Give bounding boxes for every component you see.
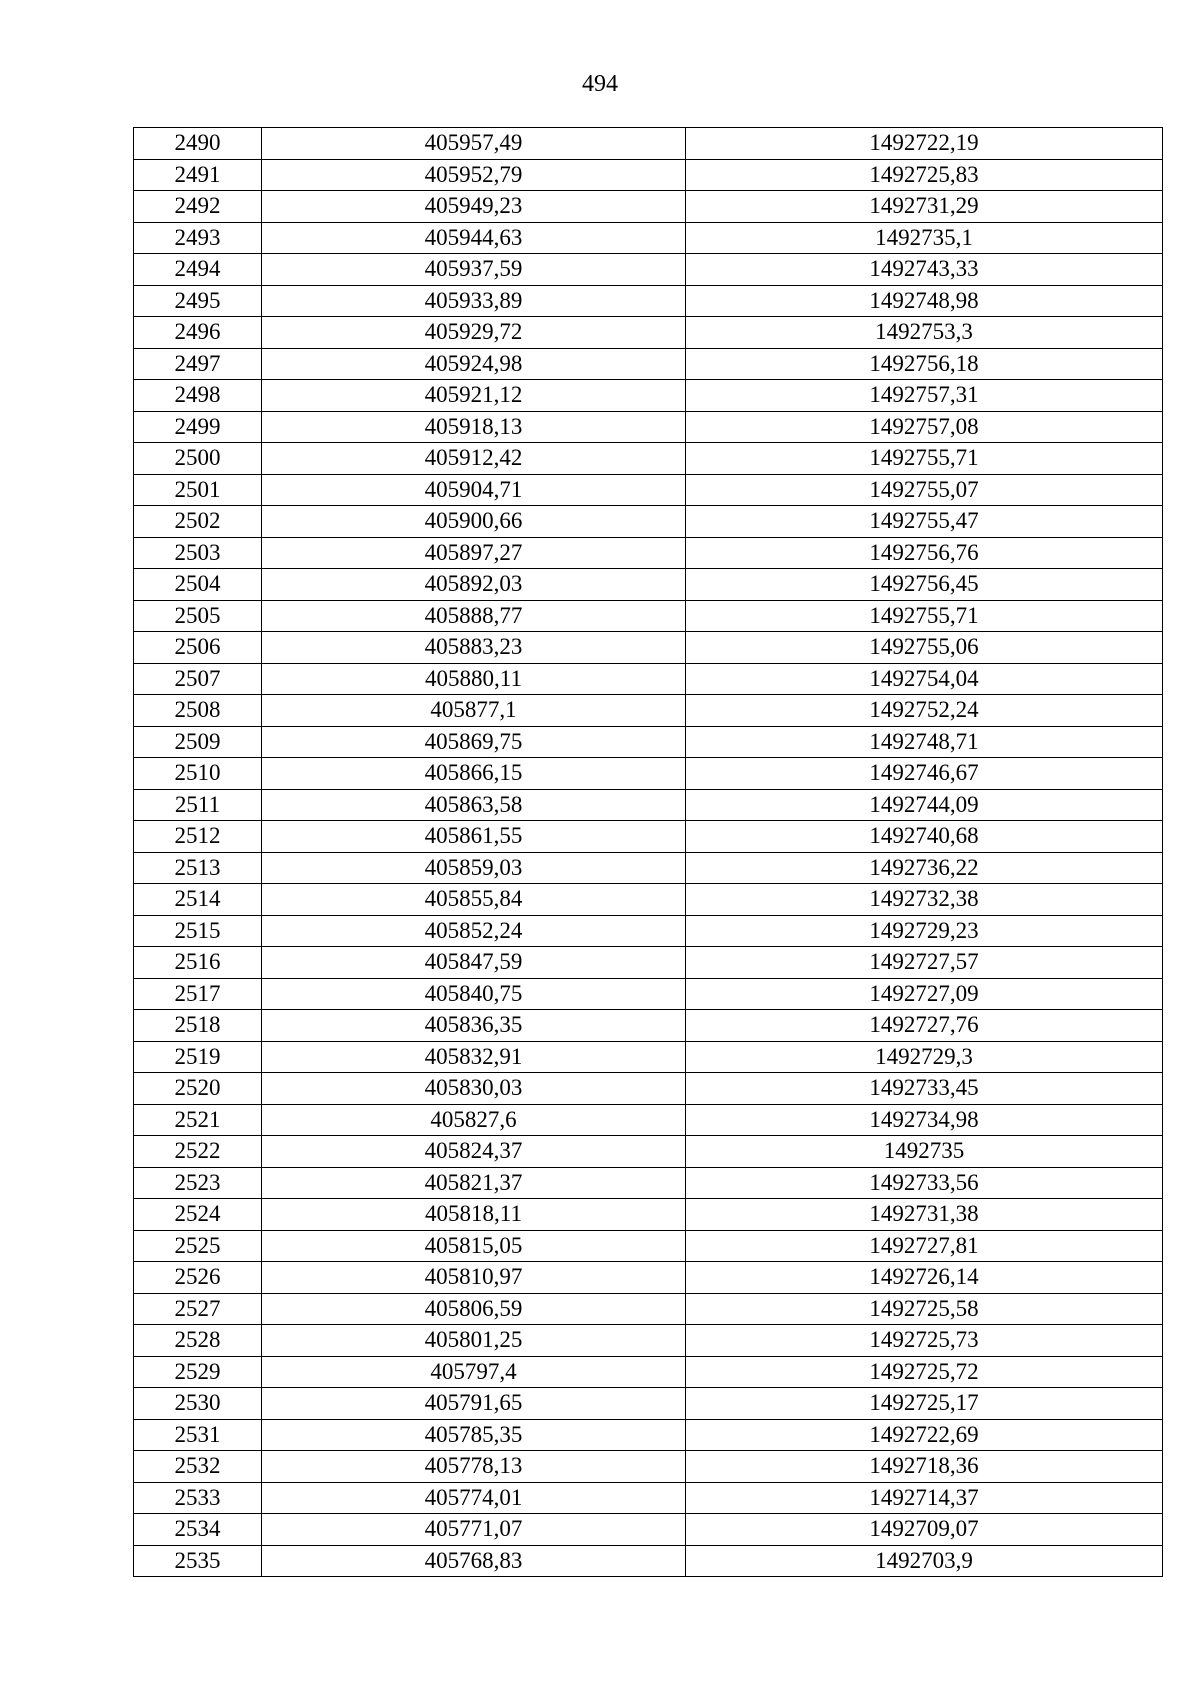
table-row <box>134 947 1163 979</box>
point-number-cell: 2532 <box>134 1451 262 1483</box>
x-coordinate-cell: 405900,66 <box>262 506 686 538</box>
point-number-cell: 2521 <box>134 1104 262 1136</box>
table-row <box>134 821 1163 853</box>
table-row <box>134 537 1163 569</box>
point-number-cell: 2504 <box>134 569 262 601</box>
table-row <box>134 285 1163 317</box>
y-coordinate-cell: 1492748,71 <box>686 726 1163 758</box>
y-coordinate-cell: 1492744,09 <box>686 789 1163 821</box>
table-row <box>134 726 1163 758</box>
point-number-cell: 2493 <box>134 222 262 254</box>
x-coordinate-cell: 405821,37 <box>262 1167 686 1199</box>
y-coordinate-cell: 1492725,17 <box>686 1388 1163 1420</box>
y-coordinate-cell: 1492755,07 <box>686 474 1163 506</box>
table-row <box>134 1262 1163 1294</box>
y-coordinate-cell: 1492727,76 <box>686 1010 1163 1042</box>
x-coordinate-cell: 405912,42 <box>262 443 686 475</box>
x-coordinate-cell: 405892,03 <box>262 569 686 601</box>
table-row <box>134 663 1163 695</box>
x-coordinate-cell: 405855,84 <box>262 884 686 916</box>
y-coordinate-cell: 1492725,72 <box>686 1356 1163 1388</box>
table-row <box>134 758 1163 790</box>
table-row <box>134 1482 1163 1514</box>
y-coordinate-cell: 1492703,9 <box>686 1545 1163 1577</box>
y-coordinate-cell: 1492740,68 <box>686 821 1163 853</box>
point-number-cell: 2498 <box>134 380 262 412</box>
table-row <box>134 506 1163 538</box>
table-row <box>134 978 1163 1010</box>
point-number-cell: 2520 <box>134 1073 262 1105</box>
table-row <box>134 1388 1163 1420</box>
table-row <box>134 789 1163 821</box>
table-row <box>134 128 1163 160</box>
table-row <box>134 1325 1163 1357</box>
point-number-cell: 2511 <box>134 789 262 821</box>
y-coordinate-cell: 1492743,33 <box>686 254 1163 286</box>
x-coordinate-cell: 405952,79 <box>262 159 686 191</box>
point-number-cell: 2519 <box>134 1041 262 1073</box>
table-row <box>134 1451 1163 1483</box>
y-coordinate-cell: 1492752,24 <box>686 695 1163 727</box>
table-row <box>134 1136 1163 1168</box>
point-number-cell: 2503 <box>134 537 262 569</box>
x-coordinate-cell: 405818,11 <box>262 1199 686 1231</box>
y-coordinate-cell: 1492755,71 <box>686 443 1163 475</box>
point-number-cell: 2517 <box>134 978 262 1010</box>
table-row <box>134 1419 1163 1451</box>
x-coordinate-cell: 405801,25 <box>262 1325 686 1357</box>
point-number-cell: 2518 <box>134 1010 262 1042</box>
x-coordinate-cell: 405847,59 <box>262 947 686 979</box>
point-number-cell: 2534 <box>134 1514 262 1546</box>
x-coordinate-cell: 405921,12 <box>262 380 686 412</box>
point-number-cell: 2496 <box>134 317 262 349</box>
x-coordinate-cell: 405957,49 <box>262 128 686 160</box>
coordinates-table <box>133 127 1163 1577</box>
x-coordinate-cell: 405880,11 <box>262 663 686 695</box>
table-row <box>134 1167 1163 1199</box>
x-coordinate-cell: 405815,05 <box>262 1230 686 1262</box>
x-coordinate-cell: 405797,4 <box>262 1356 686 1388</box>
x-coordinate-cell: 405774,01 <box>262 1482 686 1514</box>
table-row <box>134 1230 1163 1262</box>
y-coordinate-cell: 1492755,06 <box>686 632 1163 664</box>
x-coordinate-cell: 405836,35 <box>262 1010 686 1042</box>
y-coordinate-cell: 1492727,57 <box>686 947 1163 979</box>
table-row <box>134 411 1163 443</box>
y-coordinate-cell: 1492727,81 <box>686 1230 1163 1262</box>
y-coordinate-cell: 1492729,23 <box>686 915 1163 947</box>
y-coordinate-cell: 1492733,45 <box>686 1073 1163 1105</box>
x-coordinate-cell: 405863,58 <box>262 789 686 821</box>
y-coordinate-cell: 1492725,58 <box>686 1293 1163 1325</box>
table-row <box>134 852 1163 884</box>
point-number-cell: 2509 <box>134 726 262 758</box>
table-row <box>134 632 1163 664</box>
table-row <box>134 1104 1163 1136</box>
table-row <box>134 317 1163 349</box>
y-coordinate-cell: 1492733,56 <box>686 1167 1163 1199</box>
table-row <box>134 380 1163 412</box>
point-number-cell: 2530 <box>134 1388 262 1420</box>
point-number-cell: 2507 <box>134 663 262 695</box>
point-number-cell: 2506 <box>134 632 262 664</box>
point-number-cell: 2529 <box>134 1356 262 1388</box>
y-coordinate-cell: 1492731,29 <box>686 191 1163 223</box>
x-coordinate-cell: 405918,13 <box>262 411 686 443</box>
point-number-cell: 2508 <box>134 695 262 727</box>
y-coordinate-cell: 1492725,83 <box>686 159 1163 191</box>
table-row <box>134 191 1163 223</box>
point-number-cell: 2491 <box>134 159 262 191</box>
x-coordinate-cell: 405840,75 <box>262 978 686 1010</box>
x-coordinate-cell: 405933,89 <box>262 285 686 317</box>
x-coordinate-cell: 405791,65 <box>262 1388 686 1420</box>
x-coordinate-cell: 405904,71 <box>262 474 686 506</box>
y-coordinate-cell: 1492734,98 <box>686 1104 1163 1136</box>
point-number-cell: 2513 <box>134 852 262 884</box>
page-number: 494 <box>582 71 618 97</box>
table-row <box>134 159 1163 191</box>
point-number-cell: 2510 <box>134 758 262 790</box>
point-number-cell: 2525 <box>134 1230 262 1262</box>
table-row <box>134 600 1163 632</box>
y-coordinate-cell: 1492732,38 <box>686 884 1163 916</box>
y-coordinate-cell: 1492756,45 <box>686 569 1163 601</box>
x-coordinate-cell: 405806,59 <box>262 1293 686 1325</box>
point-number-cell: 2533 <box>134 1482 262 1514</box>
table-row <box>134 348 1163 380</box>
point-number-cell: 2495 <box>134 285 262 317</box>
table-row <box>134 695 1163 727</box>
point-number-cell: 2514 <box>134 884 262 916</box>
y-coordinate-cell: 1492754,04 <box>686 663 1163 695</box>
point-number-cell: 2524 <box>134 1199 262 1231</box>
point-number-cell: 2499 <box>134 411 262 443</box>
y-coordinate-cell: 1492756,76 <box>686 537 1163 569</box>
y-coordinate-cell: 1492722,19 <box>686 128 1163 160</box>
x-coordinate-cell: 405771,07 <box>262 1514 686 1546</box>
y-coordinate-cell: 1492757,08 <box>686 411 1163 443</box>
table-row <box>134 1356 1163 1388</box>
point-number-cell: 2535 <box>134 1545 262 1577</box>
x-coordinate-cell: 405937,59 <box>262 254 686 286</box>
x-coordinate-cell: 405824,37 <box>262 1136 686 1168</box>
y-coordinate-cell: 1492722,69 <box>686 1419 1163 1451</box>
point-number-cell: 2512 <box>134 821 262 853</box>
point-number-cell: 2528 <box>134 1325 262 1357</box>
point-number-cell: 2527 <box>134 1293 262 1325</box>
point-number-cell: 2515 <box>134 915 262 947</box>
x-coordinate-cell: 405888,77 <box>262 600 686 632</box>
x-coordinate-cell: 405861,55 <box>262 821 686 853</box>
table-row <box>134 474 1163 506</box>
table-row <box>134 443 1163 475</box>
table-row <box>134 1199 1163 1231</box>
y-coordinate-cell: 1492735 <box>686 1136 1163 1168</box>
table-row <box>134 884 1163 916</box>
y-coordinate-cell: 1492755,47 <box>686 506 1163 538</box>
x-coordinate-cell: 405785,35 <box>262 1419 686 1451</box>
y-coordinate-cell: 1492748,98 <box>686 285 1163 317</box>
table-row <box>134 1545 1163 1577</box>
x-coordinate-cell: 405827,6 <box>262 1104 686 1136</box>
table-row <box>134 1041 1163 1073</box>
x-coordinate-cell: 405924,98 <box>262 348 686 380</box>
y-coordinate-cell: 1492756,18 <box>686 348 1163 380</box>
x-coordinate-cell: 405810,97 <box>262 1262 686 1294</box>
x-coordinate-cell: 405944,63 <box>262 222 686 254</box>
y-coordinate-cell: 1492718,36 <box>686 1451 1163 1483</box>
point-number-cell: 2501 <box>134 474 262 506</box>
y-coordinate-cell: 1492729,3 <box>686 1041 1163 1073</box>
point-number-cell: 2502 <box>134 506 262 538</box>
y-coordinate-cell: 1492736,22 <box>686 852 1163 884</box>
x-coordinate-cell: 405768,83 <box>262 1545 686 1577</box>
point-number-cell: 2526 <box>134 1262 262 1294</box>
point-number-cell: 2500 <box>134 443 262 475</box>
point-number-cell: 2522 <box>134 1136 262 1168</box>
x-coordinate-cell: 405852,24 <box>262 915 686 947</box>
table-row <box>134 1073 1163 1105</box>
y-coordinate-cell: 1492755,71 <box>686 600 1163 632</box>
x-coordinate-cell: 405929,72 <box>262 317 686 349</box>
y-coordinate-cell: 1492727,09 <box>686 978 1163 1010</box>
table-row <box>134 569 1163 601</box>
y-coordinate-cell: 1492735,1 <box>686 222 1163 254</box>
x-coordinate-cell: 405778,13 <box>262 1451 686 1483</box>
point-number-cell: 2494 <box>134 254 262 286</box>
y-coordinate-cell: 1492726,14 <box>686 1262 1163 1294</box>
x-coordinate-cell: 405859,03 <box>262 852 686 884</box>
x-coordinate-cell: 405897,27 <box>262 537 686 569</box>
point-number-cell: 2497 <box>134 348 262 380</box>
table-row <box>134 254 1163 286</box>
point-number-cell: 2531 <box>134 1419 262 1451</box>
table-row <box>134 222 1163 254</box>
y-coordinate-cell: 1492709,07 <box>686 1514 1163 1546</box>
point-number-cell: 2505 <box>134 600 262 632</box>
x-coordinate-cell: 405883,23 <box>262 632 686 664</box>
table-row <box>134 1293 1163 1325</box>
table-row <box>134 1010 1163 1042</box>
point-number-cell: 2492 <box>134 191 262 223</box>
point-number-cell: 2523 <box>134 1167 262 1199</box>
y-coordinate-cell: 1492725,73 <box>686 1325 1163 1357</box>
x-coordinate-cell: 405877,1 <box>262 695 686 727</box>
table-body <box>134 128 1163 1577</box>
y-coordinate-cell: 1492757,31 <box>686 380 1163 412</box>
x-coordinate-cell: 405949,23 <box>262 191 686 223</box>
y-coordinate-cell: 1492746,67 <box>686 758 1163 790</box>
y-coordinate-cell: 1492714,37 <box>686 1482 1163 1514</box>
x-coordinate-cell: 405830,03 <box>262 1073 686 1105</box>
y-coordinate-cell: 1492753,3 <box>686 317 1163 349</box>
point-number-cell: 2516 <box>134 947 262 979</box>
x-coordinate-cell: 405866,15 <box>262 758 686 790</box>
x-coordinate-cell: 405832,91 <box>262 1041 686 1073</box>
table-row <box>134 915 1163 947</box>
y-coordinate-cell: 1492731,38 <box>686 1199 1163 1231</box>
table-row <box>134 1514 1163 1546</box>
point-number-cell: 2490 <box>134 128 262 160</box>
x-coordinate-cell: 405869,75 <box>262 726 686 758</box>
